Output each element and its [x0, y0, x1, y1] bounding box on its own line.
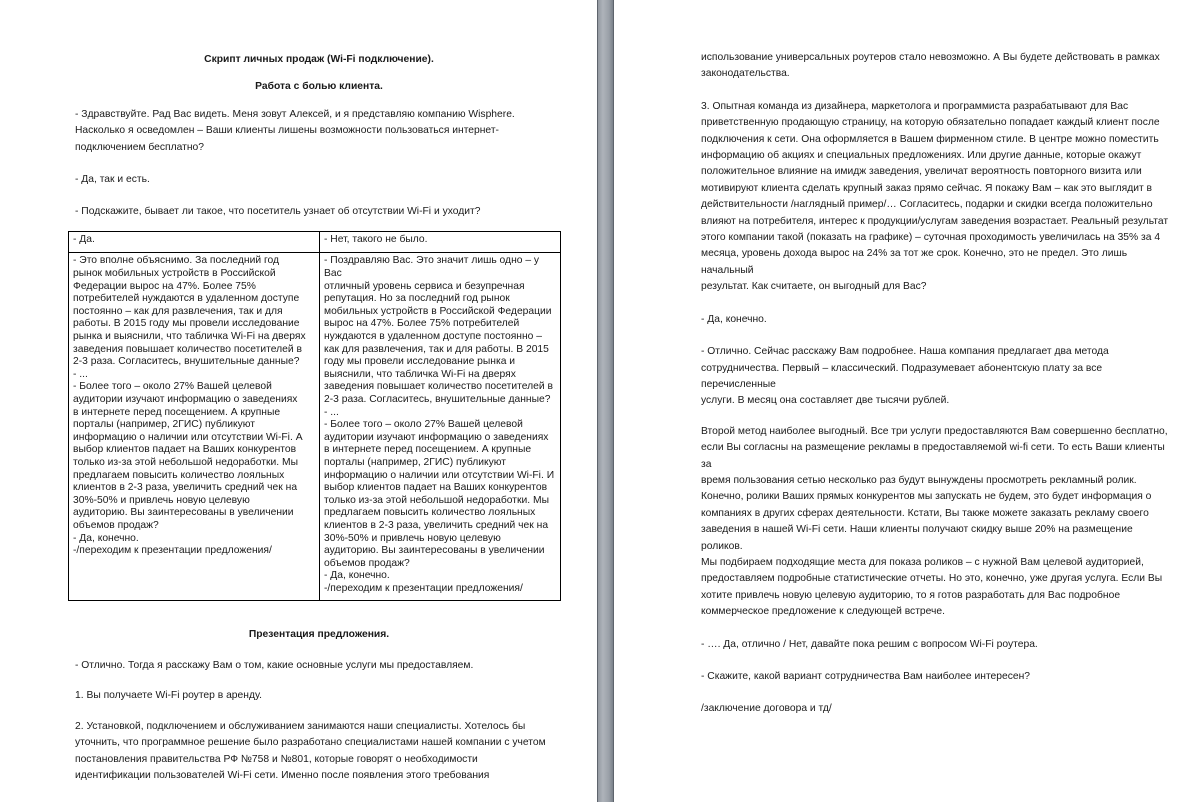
paragraph-services-intro: - Отлично. Тогда я расскажу Вам о том, какие основные услуги мы предоставляем. [75, 659, 474, 671]
right-page [614, 0, 1203, 802]
paragraph-service-3: 3. Опытная команда из дизайнера, маркетолога и программиста разрабатывают для Вас приветственную продающую страницу, на которую обязательно попадает каждый клиент после подключения к сети. Она оформляется в Вашем фирменном стиле. В центре можно поместить информацию об акциях и специальных предложениях. Или другие данные, которые окажут положительное влияние на имидж заведения, увеличат вероятность повторного визита или мотивируют клиента сделать крупный заказ прямо сейчас. Я покажу Вам – как это выглядит в действительности /наглядный пример/… Согласитесь, подарки и скидки всегда положительно влияют на потребителя, интерес к продукции/услугам заведения возрастает. Реальный результат этого компании такой (показать на графике) – суточная проходимость увеличилась на 35% за 4 месяца, уровень дохода вырос на 24% за тот же срок. Конечно, это не предел. Это лишь начальный результат. Как считаете, он выгодный для Вас? [701, 100, 1169, 293]
paragraph-service-2: 2. Установкой, подключением и обслуживанием занимаются наши специалисты. Хотелось бы уточнить, что программное решение было разработано специалистами нашей компании с учетом постановления правительства РФ №758 и №801, которые говорят о необходимости идентификации пользователей Wi-Fi сети. Именно после появления этого требования [75, 720, 546, 781]
paragraph-continuation: использование универсальных роутеров стало невозможно. А Вы будете действовать в рамках законодательства. [701, 52, 1160, 80]
paragraph-closing: /заключение договора и тд/ [701, 703, 832, 715]
left-page [0, 0, 597, 802]
table-header-no: - Нет, такого не было. [320, 231, 561, 253]
table-header-row [69, 231, 561, 253]
paragraph-greeting: - Здравствуйте. Рад Вас видеть. Меня зовут Алексей, и я представляю компанию Wisphere. Насколько я осведомлен – Ваши клиенты лишены возможности пользоваться интернет- подключением бесплатно? [75, 108, 515, 153]
paragraph-method-1: - Отлично. Сейчас расскажу Вам подробнее. Наша компания предлагает два метода сотрудничества. Первый – классический. Подразумевает абонентскую плату за все перечисленные услуги. В месяц она составляет две тысячи рублей. [701, 346, 1109, 407]
table-header-yes: - Да. [69, 231, 320, 253]
script-table [68, 231, 561, 602]
right-page-content [701, 50, 1171, 718]
paragraph-answer-yes: - Да, так и есть. [75, 174, 150, 186]
paragraph-service-1: 1. Вы получаете Wi-Fi роутер в аренду. [75, 690, 262, 702]
paragraph-reply: - …. Да, отлично / Нет, давайте пока решим с вопросом Wi-Fi роутера. [701, 638, 1038, 650]
document-title: Скрипт личных продаж (Wi-Fi подключение). [204, 54, 434, 65]
table-row [69, 253, 561, 601]
paragraph-answer-yes-2: - Да, конечно. [701, 313, 767, 325]
paragraph-question-wifi: - Подскажите, бывает ли такое, что посетитель узнает об отсутствии Wi-Fi и уходит? [75, 206, 481, 218]
table-cell-yes-branch: - Это вполне объяснимо. За последний год рынок мобильных устройств в Российской Федерации вырос на 47%. Более 75% потребителей нуждаются в удаленном доступе постоянно – как для развлечения, так и для работы. В 2015 году мы провели исследование рынка и выяснили, что табличка Wi-Fi на дверях заведения повышает количество посетителей в 2-3 раза. Согласитесь, внушительные данные? - ... - Более того – около 27% Вашей целевой аудитории изучают информацию о заведениях в интернете перед посещением. А крупные порталы (например, 2ГИС) публикуют информацию о наличии или отсутствии Wi-Fi. А выбор клиентов падает на Ваших конкурентов только из-за этой небольшой недоработки. Мы предлагаем повысить количество лояльных клиентов в 2-3 раза, увеличить средний чек на 30%-50% и привлечь новую целевую аудиторию. Вы заинтересованы в увеличении объемов продаж? - Да, конечно. -/переходим к презентации предложения/ [69, 253, 320, 601]
paragraph-method-2: Второй метод наиболее выгодный. Все три услуги предоставляются Вам совершенно бесплатно, если Вы согласны на размещение рекламы в предоставляемой wi-fi сети. То есть Ваши клиенты за время пользования сетью несколько раз будут вынуждены просмотреть рекламный ролик. Конечно, ролики Ваших прямых конкурентов мы запускать не будем, это будет информация о компаниях в других сферах деятельности. Кстати, Вы также можете заказать рекламу своего заведения в нашей Wi-Fi сети. Наши клиенты получают скидку выше 20% на размещение роликов. Мы подбираем подходящие места для показа роликов – с нужной Вам целевой аудиторией, предоставляем подробные статистические отчеты. Но это, конечно, уже другая услуга. Если Вы хотите привлечь новую целевую аудиторию, то я готов разработать для Вас подробное коммерческое предложение к следующей встрече. [701, 425, 1168, 618]
paragraph-question-choice: - Скажите, какой вариант сотрудничества Вам наиболее интересен? [701, 671, 1031, 682]
page-divider [597, 0, 614, 802]
document-subtitle: Работа с болью клиента. [255, 81, 383, 93]
table-cell-no-branch: - Поздравляю Вас. Это значит лишь одно – у Вас отличный уровень сервиса и безупречная репутация. Но за последний год рынок мобильных устройств в Российской Федерации вырос на 47%. Более 75% потребителей нуждаются в удаленном доступе постоянно – как для развлечения, так и для работы. В 2015 году мы провели исследование рынка и выяснили, что табличка Wi-Fi на дверях заведения повышает количество посетителей в 2-3 раза. Согласитесь, внушительные данные? - ... - Более того – около 27% Вашей целевой аудитории изучают информацию о заведениях в интернете перед посещением. А крупные порталы (например, 2ГИС) публикуют информацию о наличии или отсутствии Wi-Fi. И выбор клиентов падает на Ваших конкурентов только из-за этой небольшой недоработки. Мы предлагаем повысить количество лояльных клиентов в 2-3 раза, увеличить средний чек на 30%-50% и привлечь новую целевую аудиторию. Вы заинтересованы в увеличении объемов продаж? - Да, конечно. -/переходим к презентации предложения/ [320, 253, 561, 601]
left-page-content [75, 52, 563, 784]
section-title-presentation: Презентация предложения. [248, 629, 390, 641]
